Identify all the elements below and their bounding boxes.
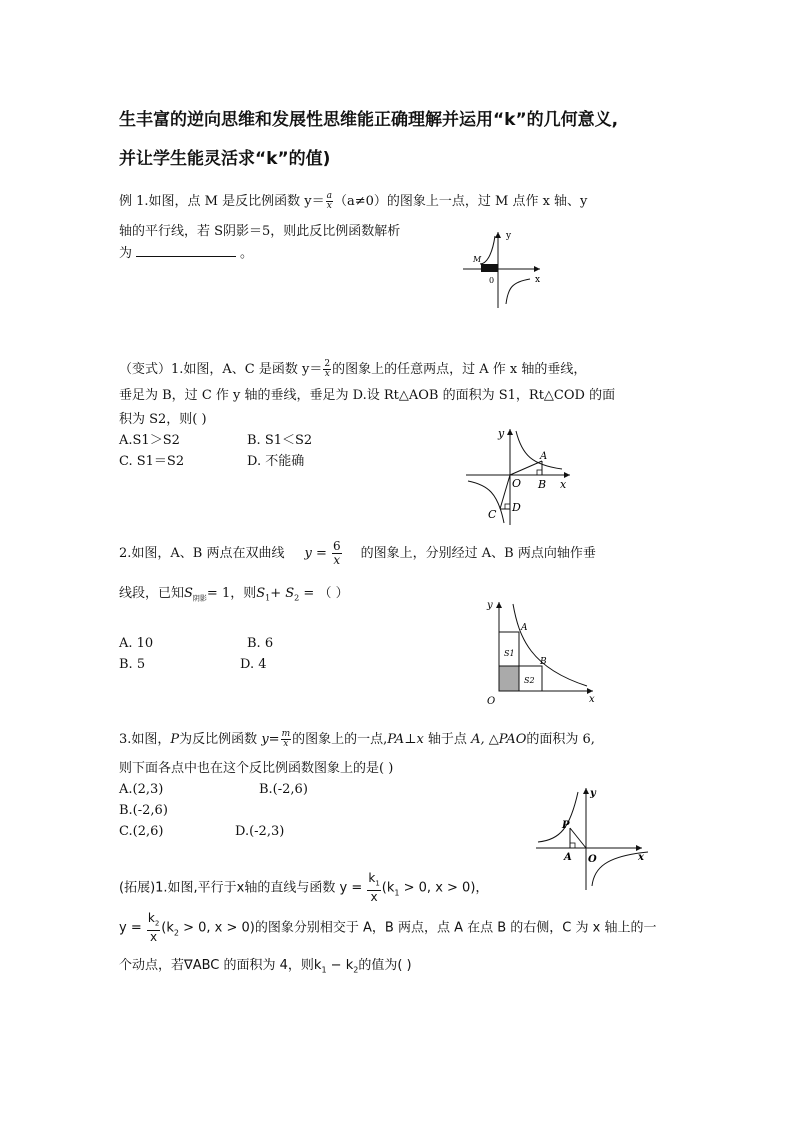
fig2-origin-label: O xyxy=(512,477,522,490)
question-3-option-b-repeat: B.(-2,6) xyxy=(119,803,168,818)
fig4-y-label: y xyxy=(590,788,596,799)
question-2-option-a: A. 10 xyxy=(119,636,154,651)
variant-1-line-3: 积为 S2，则( ) xyxy=(119,412,207,427)
example-1-line-1: 例 1.如图，点 M 是反比例函数 y＝ $\frac{a}{x}$ （a≠0）的图象上一点，过 M 点作 x 轴、y xyxy=(119,191,588,211)
variant-1-option-c: C. S1＝S2 xyxy=(119,454,185,469)
question-3-option-b: B.(-2,6) xyxy=(259,782,308,797)
fig3-origin-label: O xyxy=(487,696,496,707)
extension-line-1: (拓展)1.如图,平行于x轴的直线与函数 y = $\frac{k_1}{x}$ ($k_1 > 0$, x > 0)， xyxy=(119,871,489,905)
variant-1-option-d: D. 不能确 xyxy=(247,454,305,469)
fig3-x-label: x xyxy=(589,694,595,705)
question-2-line-2: 线段，已知$S_{阴影}= 1$，则$S_1+ S_2$ = （ ） xyxy=(119,586,349,603)
fig2-c-label: C xyxy=(488,508,497,521)
fig2-y-label: y xyxy=(498,427,505,440)
question-2-option-d: D. 4 xyxy=(240,657,267,672)
example-1-figure xyxy=(458,228,548,310)
example-1-line-3: 为 。 xyxy=(119,246,254,261)
variant-1-figure xyxy=(462,425,574,527)
question-2-figure xyxy=(483,598,599,708)
variant-1-line-1: （变式）1.如图，A、C 是函数 y＝ $\frac{2}{x}$ 的图象上的任意两点，过 A 作 x 轴的垂线， xyxy=(119,359,587,379)
question-3-option-a: A.(2,3) xyxy=(119,782,164,797)
question-2-option-b: B. 6 xyxy=(247,636,274,651)
fig1-y-label: y xyxy=(506,231,512,241)
extension-line-3: 个动点，若∇ABC 的面积为 4，则$k_1 - k_2$的值为( ) xyxy=(119,958,412,975)
extension-line-2: y = $\frac{k_2}{x}$ ($k_2 > 0$, x > 0)的图象分别相交于 A，B 两点，点 A 在点 B 的右侧，C 为 x 轴上的一 xyxy=(119,911,657,945)
fig3-b-label: B xyxy=(540,657,547,667)
fig1-x-label: x xyxy=(535,275,541,285)
fig2-a-label: A xyxy=(540,451,548,462)
fig4-a-label: A xyxy=(564,852,572,863)
intro-line-2: 并让学生能灵活求“k”的值) xyxy=(119,149,331,169)
question-2-option-c: B. 5 xyxy=(119,657,146,672)
fig4-origin-label: O xyxy=(588,854,597,865)
answer-blank xyxy=(136,246,236,257)
example-1-line-2: 轴的平行线，若 S阴影＝5，则此反比例函数解析 xyxy=(119,224,401,239)
fig3-a-label: A xyxy=(521,623,528,633)
question-3-figure xyxy=(530,784,654,894)
fig3-s2-label: S2 xyxy=(524,676,535,685)
intro-line-1: 生丰富的逆向思维和发展性思维能正确理解并运用“k”的几何意义, xyxy=(119,110,619,130)
fig3-s1-label: S1 xyxy=(504,649,515,658)
variant-1-line-2: 垂足为 B，过 C 作 y 轴的垂线，垂足为 D.设 Rt△AOB 的面积为 S1，Rt△COD 的面 xyxy=(119,388,616,403)
fig2-b-label: B xyxy=(538,478,547,491)
question-3-option-d: D.(-2,3) xyxy=(235,824,285,839)
question-3-line-2: 则下面各点中也在这个反比例函数图象上的是( ) xyxy=(119,761,394,776)
fig2-x-label: x xyxy=(560,478,567,491)
fig1-origin-label: 0 xyxy=(489,276,495,285)
variant-1-option-a: A.S1＞S2 xyxy=(119,433,180,448)
fig4-x-label: x xyxy=(638,852,644,863)
variant-1-option-b: B. S1＜S2 xyxy=(247,433,313,448)
fig3-y-label: y xyxy=(487,600,493,611)
fig2-d-label: D xyxy=(512,501,521,514)
question-3-option-c: C.(2,6) xyxy=(119,824,164,839)
question-2-line-1: 2.如图，A、B 两点在双曲线 y = $\frac{6}{x}$ 的图象上，分别经过 A、B 两点向轴作垂 xyxy=(119,539,596,567)
fig4-p-label: P xyxy=(562,820,570,831)
fig1-m-label: M xyxy=(473,255,482,264)
question-3-line-1: 3.如图，P为反比例函数 y= $\frac{m}{x}$ 的图象上的一点,PA⊥x 轴于点 A, △PAO的面积为 6, xyxy=(119,729,595,749)
